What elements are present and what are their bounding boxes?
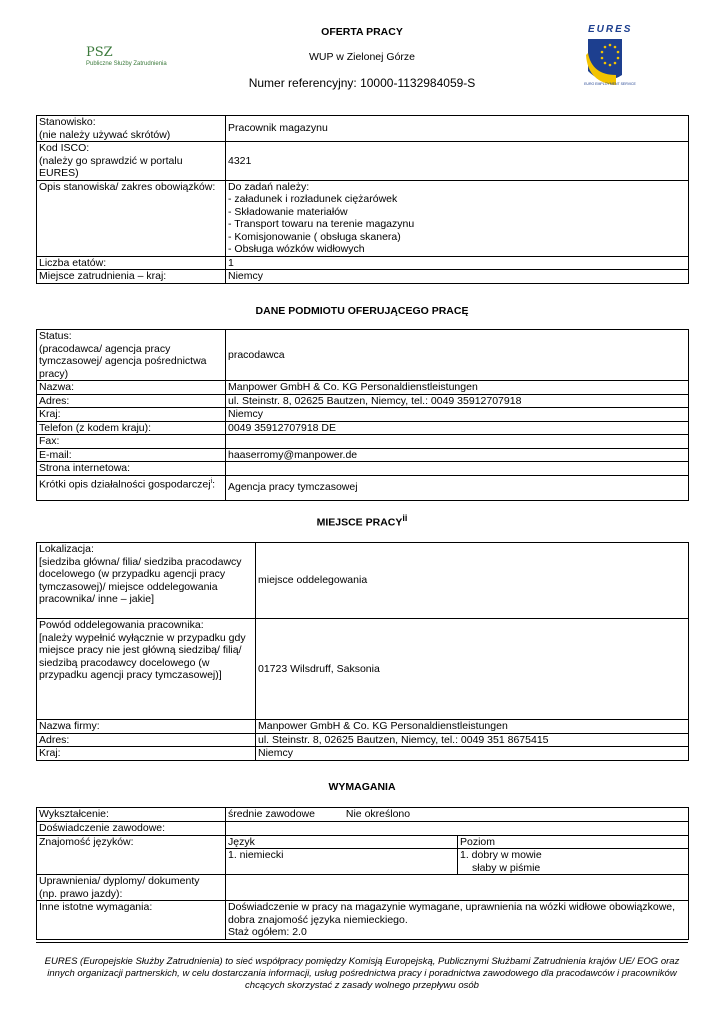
employer-address-value: ul. Steinstr. 8, 02625 Bautzen, Niemcy, tel.: 0049 35912707918 [226,394,689,408]
language-level: 1. dobry w mowie słaby w piśmie [458,849,689,875]
country-value: Niemcy [226,270,689,284]
fax-value [226,435,689,449]
position-table [36,115,689,284]
table-row [37,116,689,142]
requirements-table [36,807,689,940]
languages-label: Znajomość języków: [37,835,226,875]
experience-label: Doświadczenie zawodowe: [37,822,226,836]
table-row [37,421,689,435]
employer-name-value: Manpower GmbH & Co. KG Personaldienstleistungen [226,381,689,395]
workplace-heading: MIEJSCE PRACY$^{ii}$ [316,513,408,529]
level-col-header: Poziom [458,835,689,849]
table-row [37,256,689,270]
company-name-value: Manpower GmbH & Co. KG Personaldienstleistungen [256,720,689,734]
other-requirements-label: Inne istotne wymagania: [37,901,226,940]
location-value: miejsce oddelegowania [256,543,689,619]
table-row [37,448,689,462]
isco-value: 4321 [226,142,689,181]
employer-heading: DANE PODMIOTU OFERUJĄCEGO PRACĘ [255,305,469,317]
delegation-label: Powód oddelegowania pracownika: [należy wypełnić wyłącznie w przypadku gdy miejsce pracy nie jest główną siedzibą/ filią/ siedzibą pracodawcy docelowego (w przypadku agencji pracy tymczasowej)] [37,619,256,720]
positions-count-label: Liczba etatów: [37,256,226,270]
table-row [37,142,689,181]
table-row [37,619,689,720]
company-country-label: Kraj: [37,747,256,761]
table-row [37,330,689,381]
eures-logo-text: EURES [588,24,633,35]
positions-count-value: 1 [226,256,689,270]
position-value: Pracownik magazynu [226,116,689,142]
table-row [37,733,689,747]
table-row [37,822,689,836]
phone-label: Telefon (z kodem kraju): [37,421,226,435]
education-value: średnie zawodowe Nie określono [226,808,689,822]
table-row [37,180,689,256]
company-name-label: Nazwa firmy: [37,720,256,734]
company-address-value: ul. Steinstr. 8, 02625 Bautzen, Niemcy, tel.: 0049 351 8675415 [256,733,689,747]
table-row [37,381,689,395]
employer-country-label: Kraj: [37,408,226,422]
phone-value: 0049 35912707918 DE [226,421,689,435]
table-row [37,747,689,761]
table-row [37,808,689,822]
table-row [37,435,689,449]
table-row [37,408,689,422]
website-label: Strona internetowa: [37,462,226,476]
table-row [37,835,689,849]
employer-name-label: Nazwa: [37,381,226,395]
website-value [226,462,689,476]
isco-label: Kod ISCO: (należy go sprawdzić w portalu EURES) [37,142,226,181]
table-row [37,270,689,284]
requirements-heading: WYMAGANIA [328,781,396,793]
other-requirements-value: Doświadczenie w pracy na magazynie wymagane, uprawnienia na wózki widłowe obowiązkowe, dobra znajomość języka niemieckiego. Staż ogółem: 2.0 [226,901,689,940]
reference-number: Numer referencyjny: 10000-1132984059-S [248,76,476,90]
email-value[interactable]: haaserromy@manpower.de [226,448,689,462]
office-name: WUP w Zielonej Górze [308,51,415,63]
table-row [37,543,689,619]
permits-label: Uprawnienia/ dyplomy/ dokumenty (np. prawo jazdy): [37,875,226,901]
footer-divider [36,942,688,943]
status-label: Status: (pracodawca/ agencja pracy tymczasowej/ agencja pośrednictwa pracy) [37,330,226,381]
language-col-header: Język [226,835,458,849]
language-name: 1. niemiecki [226,849,458,875]
permits-value [226,875,689,901]
footer-note: EURES (Europejskie Służby Zatrudnienia) to sieć współpracy pomiędzy Komisją Europejską, Publicznymi Służbami Zatrudnienia krajów UE/ EOG oraz innych organizacji partnerskich, w celu dostarczania informacji, usług pośrednictwa pracy i poradnictwa zawodowego dla pracodawców i pracowników chcących skorzystać z zasady wolnego przepływu osób [44,956,680,991]
fax-label: Fax: [37,435,226,449]
company-address-label: Adres: [37,733,256,747]
company-country-value: Niemcy [256,747,689,761]
psz-logo-main: PSZ [86,45,113,60]
psz-logo-sub: Publiczne Służby Zatrudnienia [86,61,167,67]
table-row [37,462,689,476]
activity-value: Agencja pracy tymczasowej [226,475,689,500]
table-row [37,875,689,901]
eures-logo-sub: EURO EMPLOYMENT SERVICE [584,82,636,86]
experience-value [226,822,689,836]
employer-address-label: Adres: [37,394,226,408]
employer-country-value: Niemcy [226,408,689,422]
location-label: Lokalizacja: [siedziba główna/ filia/ siedziba pracodawcy docelowego (w przypadku agencji pracy tymczasowej)/ miejsce oddelegowania pracownika/ inne – jakie] [37,543,256,619]
position-label: Stanowisko: (nie należy używać skrótów) [37,116,226,142]
document-title: OFERTA PRACY [321,26,403,38]
table-row [37,475,689,500]
table-row [37,394,689,408]
activity-label: Krótki opis działalności gospodarczej$^i$: [37,475,226,500]
delegation-value: 01723 Wilsdruff, Saksonia [256,619,689,720]
education-label: Wykształcenie: [37,808,226,822]
workplace-table [36,542,689,761]
table-row [37,901,689,940]
status-value: pracodawca [226,330,689,381]
eures-logo [582,24,638,92]
duties-label: Opis stanowiska/ zakres obowiązków: [37,180,226,256]
employer-table [36,329,689,501]
table-row [37,720,689,734]
duties-value: Do zadań należy: - załadunek i rozładunek ciężarówek - Składowanie materiałów - Transport towaru na terenie magazynu - Komisjonowanie ( obsługa skanera) - Obsługa wózków widłowych [226,180,689,256]
country-label: Miejsce zatrudnienia – kraj: [37,270,226,284]
email-label: E-mail: [37,448,226,462]
